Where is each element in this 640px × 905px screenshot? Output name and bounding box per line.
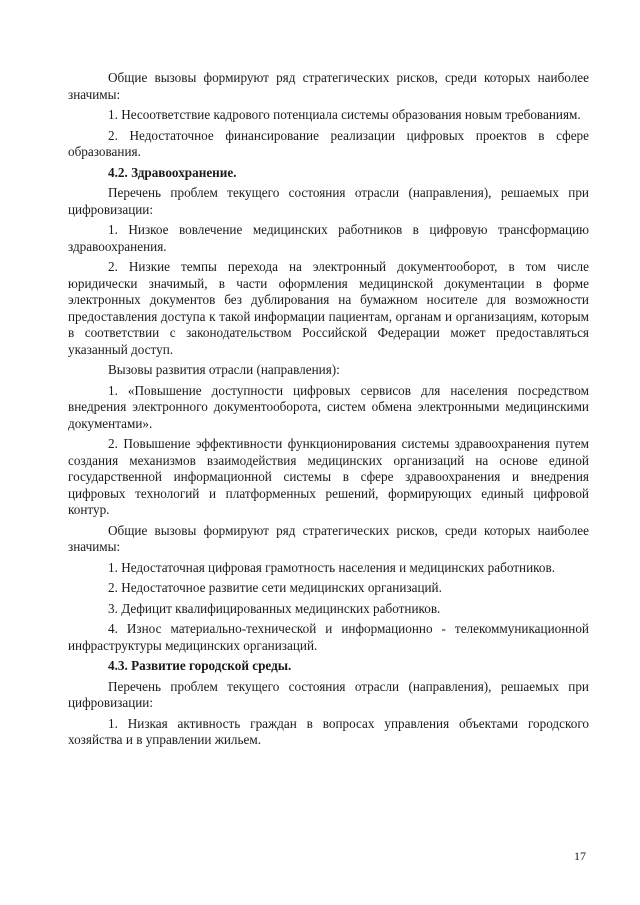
section-heading-healthcare: 4.2. Здравоохранение.	[108, 164, 237, 180]
paragraph-problems-intro-urban: Перечень проблем текущего состояния отрасли (направления), решаемых при цифровизации:	[68, 678, 589, 710]
paragraph-risks-intro-healthcare: Общие вызовы формируют ряд стратегических рисков, среди которых наиболее значимы:	[68, 522, 589, 554]
paragraph-problems-intro-healthcare: Перечень проблем текущего состояния отрасли (направления), решаемых при цифровизации:	[68, 185, 589, 217]
list-item-education-risk-1: 1. Несоответствие кадрового потенциала системы образования новым требованиям.	[108, 107, 581, 122]
list-item-healthcare-risk-1: 1. Недостаточная цифровая грамотность населения и медицинских работников.	[108, 559, 555, 575]
paragraph-risks-intro-education: Общие вызовы формируют ряд стратегических рисков, среди которых наиболее значимы:	[68, 70, 589, 102]
list-item-healthcare-problem-1: 1. Низкое вовлечение медицинских работников в цифровую трансформацию здравоохранения.	[68, 222, 589, 254]
paragraph-challenges-intro-healthcare: Вызовы развития отрасли (направления):	[108, 362, 340, 377]
list-item-healthcare-risk-2: 2. Недостаточное развитие сети медицинских организаций.	[108, 580, 442, 595]
list-item-healthcare-challenge-2: 2. Повышение эффективности функционирования системы здравоохранения путем создания механизмов взаимодействия медицинских организаций на основе единой государственной информационной системы в сфере здравоохранения и внедрения цифровых технологий и платформенных решений, формирующих единый цифровой контур.	[68, 436, 589, 517]
section-heading-urban-environment: 4.3. Развитие городской среды.	[108, 658, 292, 673]
list-item-urban-problem-1: 1. Низкая активность граждан в вопросах управления объектами городского хозяйства и в управлении жильем.	[68, 715, 589, 747]
list-item-healthcare-problem-2: 2. Низкие темпы перехода на электронный документооборот, в том числе юридически значимый, в части оформления медицинской документации в форме электронных документов без дублирования на бумажном носителе для возможности предоставления доступа к такой информации пациентам, органам и организациям, которым в соответствии с законодательством Российской Федерации может предоставляться указанный доступ.	[68, 259, 589, 357]
page-number: 17	[574, 849, 586, 863]
document-page	[68, 70, 589, 753]
list-item-healthcare-challenge-1: 1. «Повышение доступности цифровых сервисов для населения посредством внедрения электронного документооборота, систем обмена электронными медицинскими документами».	[68, 382, 589, 431]
list-item-healthcare-risk-4: 4. Износ материально-технической и информационно - телекоммуникационной инфраструктуры медицинских организаций.	[68, 621, 589, 653]
list-item-healthcare-risk-3: 3. Дефицит квалифицированных медицинских работников.	[108, 600, 441, 616]
list-item-education-risk-2: 2. Недостаточное финансирование реализации цифровых проектов в сфере образования.	[68, 127, 589, 159]
